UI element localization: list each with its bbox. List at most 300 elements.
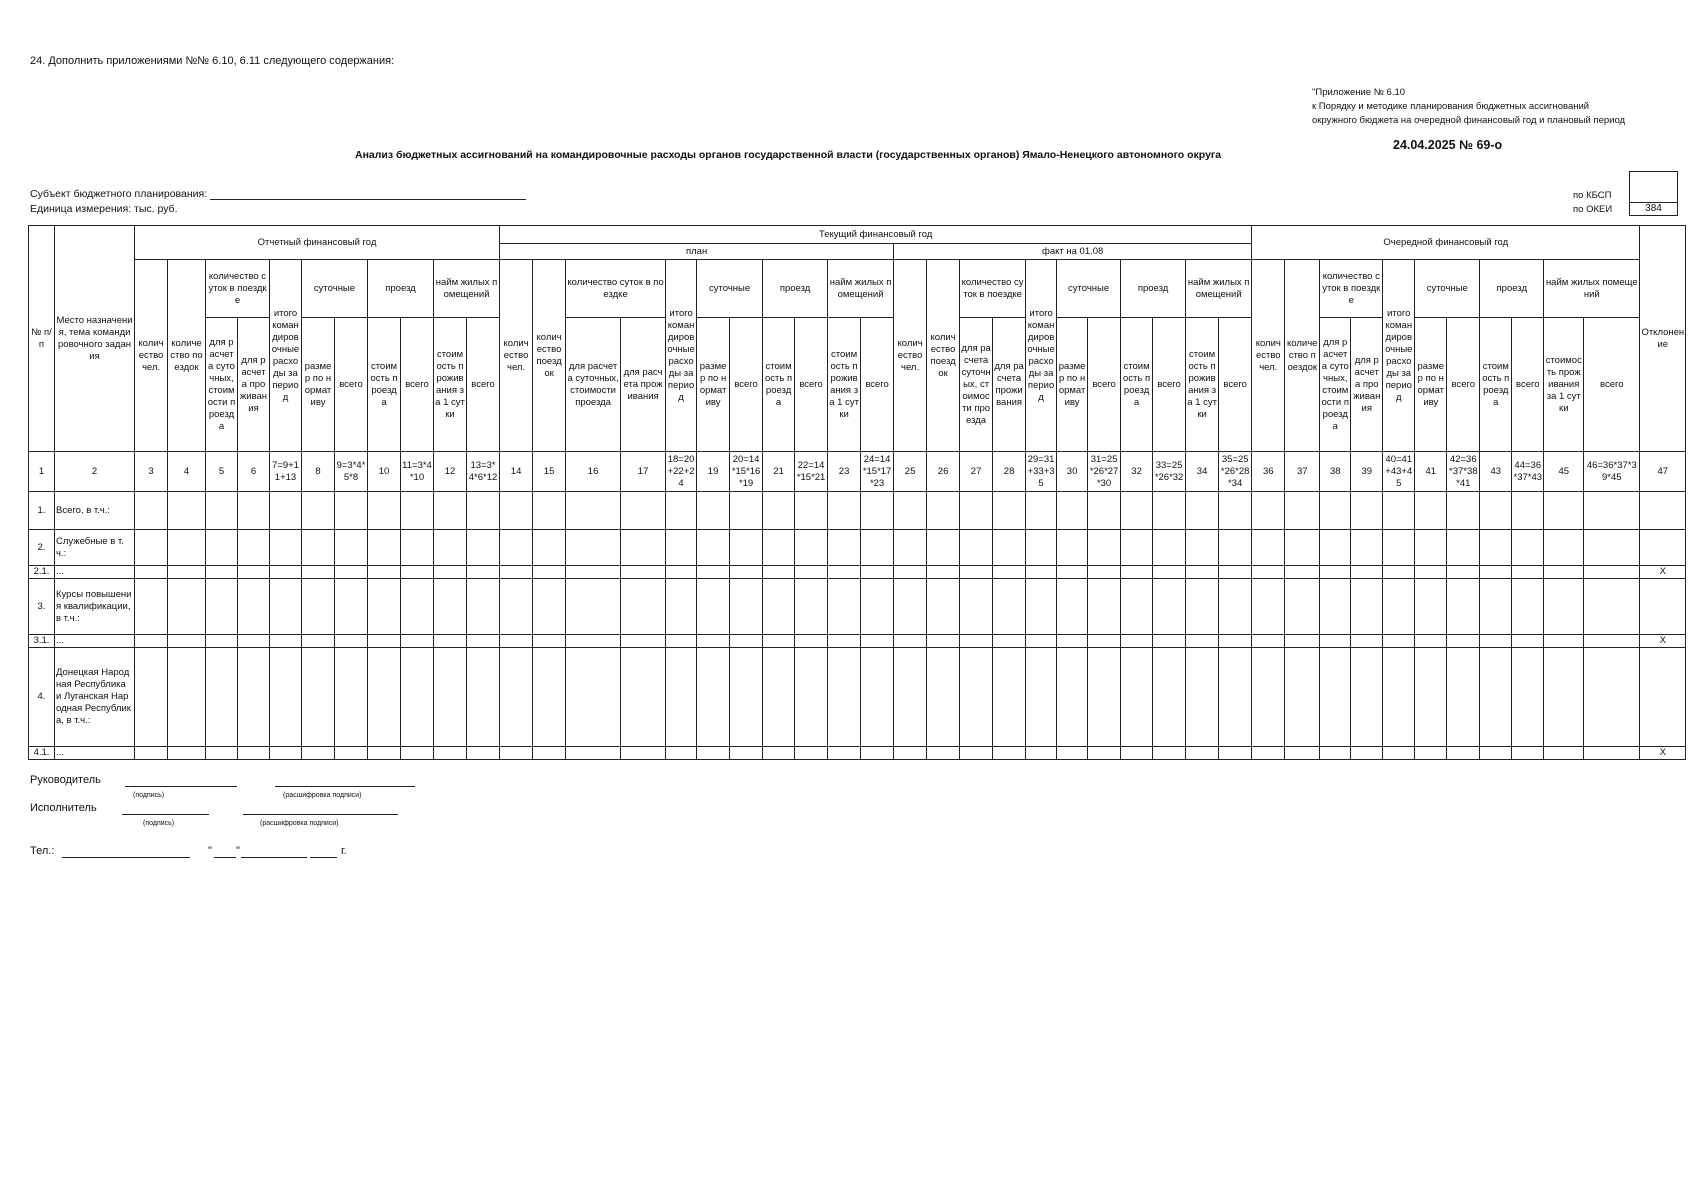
- data-cell[interactable]: [1153, 566, 1186, 579]
- data-cell[interactable]: [1252, 579, 1285, 635]
- data-cell[interactable]: [1415, 635, 1447, 648]
- data-cell[interactable]: [1057, 492, 1088, 530]
- data-cell[interactable]: [467, 747, 500, 760]
- data-cell[interactable]: [467, 492, 500, 530]
- data-cell[interactable]: [621, 530, 666, 566]
- data-cell[interactable]: [1026, 747, 1057, 760]
- data-cell[interactable]: [1480, 566, 1512, 579]
- data-cell[interactable]: [270, 579, 302, 635]
- data-cell[interactable]: [1447, 579, 1480, 635]
- data-cell[interactable]: [763, 635, 795, 648]
- data-cell[interactable]: [960, 747, 993, 760]
- data-cell[interactable]: [1512, 530, 1544, 566]
- data-cell[interactable]: [270, 492, 302, 530]
- data-cell[interactable]: [533, 579, 566, 635]
- data-cell[interactable]: [763, 492, 795, 530]
- data-cell[interactable]: [927, 530, 960, 566]
- data-cell[interactable]: [828, 635, 861, 648]
- data-cell[interactable]: [1320, 566, 1351, 579]
- data-cell[interactable]: [368, 530, 401, 566]
- data-cell[interactable]: [533, 635, 566, 648]
- data-cell[interactable]: [621, 747, 666, 760]
- data-cell[interactable]: [566, 579, 621, 635]
- data-cell[interactable]: [1512, 747, 1544, 760]
- data-cell[interactable]: [434, 492, 467, 530]
- data-cell[interactable]: [368, 566, 401, 579]
- data-cell[interactable]: [1584, 579, 1640, 635]
- data-cell[interactable]: [1584, 530, 1640, 566]
- date-day-line[interactable]: [214, 857, 236, 858]
- data-cell[interactable]: [401, 648, 434, 747]
- data-cell[interactable]: [1026, 492, 1057, 530]
- data-cell[interactable]: [566, 530, 621, 566]
- data-cell[interactable]: [1121, 635, 1153, 648]
- data-cell[interactable]: [500, 566, 533, 579]
- data-cell[interactable]: [1447, 747, 1480, 760]
- data-cell[interactable]: [1026, 579, 1057, 635]
- data-cell[interactable]: [1544, 648, 1584, 747]
- data-cell[interactable]: [302, 635, 335, 648]
- data-cell[interactable]: [697, 566, 730, 579]
- data-cell[interactable]: [894, 492, 927, 530]
- data-cell[interactable]: [894, 648, 927, 747]
- data-cell[interactable]: [168, 566, 206, 579]
- data-cell[interactable]: [795, 492, 828, 530]
- data-cell[interactable]: [206, 579, 238, 635]
- data-cell[interactable]: [1026, 530, 1057, 566]
- data-cell[interactable]: [206, 566, 238, 579]
- data-cell[interactable]: [1480, 747, 1512, 760]
- head-signature-line[interactable]: [125, 786, 237, 787]
- data-cell[interactable]: [1088, 635, 1121, 648]
- data-cell[interactable]: [206, 530, 238, 566]
- data-cell[interactable]: [1415, 566, 1447, 579]
- data-cell[interactable]: [1186, 492, 1219, 530]
- data-cell[interactable]: [1252, 530, 1285, 566]
- data-cell[interactable]: [1415, 747, 1447, 760]
- data-cell[interactable]: [270, 747, 302, 760]
- data-cell[interactable]: [302, 492, 335, 530]
- data-cell[interactable]: [1186, 747, 1219, 760]
- date-month-line[interactable]: [241, 857, 307, 858]
- data-cell[interactable]: [434, 635, 467, 648]
- data-cell[interactable]: [1383, 648, 1415, 747]
- data-cell[interactable]: [828, 648, 861, 747]
- data-cell[interactable]: [168, 579, 206, 635]
- data-cell[interactable]: [1252, 635, 1285, 648]
- data-cell[interactable]: [1480, 492, 1512, 530]
- data-cell[interactable]: [1186, 648, 1219, 747]
- data-cell[interactable]: [861, 648, 894, 747]
- data-cell[interactable]: [1285, 747, 1320, 760]
- data-cell[interactable]: [135, 648, 168, 747]
- data-cell[interactable]: [828, 747, 861, 760]
- data-cell[interactable]: [467, 566, 500, 579]
- deviation-cell[interactable]: [1640, 648, 1686, 747]
- data-cell[interactable]: [795, 648, 828, 747]
- data-cell[interactable]: [1026, 648, 1057, 747]
- data-cell[interactable]: [927, 635, 960, 648]
- data-cell[interactable]: [1219, 530, 1252, 566]
- data-cell[interactable]: [730, 566, 763, 579]
- data-cell[interactable]: [368, 648, 401, 747]
- data-cell[interactable]: [1285, 566, 1320, 579]
- data-cell[interactable]: [1285, 492, 1320, 530]
- data-cell[interactable]: [993, 747, 1026, 760]
- data-cell[interactable]: [368, 635, 401, 648]
- data-cell[interactable]: [730, 635, 763, 648]
- data-cell[interactable]: [135, 566, 168, 579]
- data-cell[interactable]: [1447, 492, 1480, 530]
- data-cell[interactable]: [1351, 492, 1383, 530]
- data-cell[interactable]: [533, 492, 566, 530]
- data-cell[interactable]: [434, 648, 467, 747]
- data-cell[interactable]: [566, 635, 621, 648]
- data-cell[interactable]: [1480, 530, 1512, 566]
- data-cell[interactable]: [500, 579, 533, 635]
- data-cell[interactable]: [434, 566, 467, 579]
- data-cell[interactable]: [861, 530, 894, 566]
- data-cell[interactable]: [1512, 566, 1544, 579]
- data-cell[interactable]: [401, 492, 434, 530]
- tel-line[interactable]: [62, 857, 190, 858]
- data-cell[interactable]: [302, 579, 335, 635]
- data-cell[interactable]: [467, 579, 500, 635]
- data-cell[interactable]: [1153, 648, 1186, 747]
- data-cell[interactable]: [1057, 747, 1088, 760]
- data-cell[interactable]: [697, 579, 730, 635]
- data-cell[interactable]: [861, 492, 894, 530]
- deviation-cell[interactable]: [1640, 530, 1686, 566]
- data-cell[interactable]: [1512, 635, 1544, 648]
- data-cell[interactable]: [533, 747, 566, 760]
- data-cell[interactable]: [467, 530, 500, 566]
- data-cell[interactable]: [135, 492, 168, 530]
- data-cell[interactable]: [1351, 648, 1383, 747]
- data-cell[interactable]: [1320, 635, 1351, 648]
- data-cell[interactable]: [861, 579, 894, 635]
- data-cell[interactable]: [1121, 648, 1153, 747]
- data-cell[interactable]: [763, 566, 795, 579]
- data-cell[interactable]: [533, 566, 566, 579]
- data-cell[interactable]: [1383, 566, 1415, 579]
- data-cell[interactable]: [1512, 492, 1544, 530]
- data-cell[interactable]: [697, 648, 730, 747]
- data-cell[interactable]: [960, 648, 993, 747]
- data-cell[interactable]: [1351, 747, 1383, 760]
- data-cell[interactable]: [1383, 579, 1415, 635]
- data-cell[interactable]: [1584, 566, 1640, 579]
- data-cell[interactable]: [335, 747, 368, 760]
- data-cell[interactable]: [960, 492, 993, 530]
- data-cell[interactable]: [1512, 648, 1544, 747]
- data-cell[interactable]: [763, 579, 795, 635]
- data-cell[interactable]: [795, 579, 828, 635]
- data-cell[interactable]: [1544, 747, 1584, 760]
- data-cell[interactable]: [168, 747, 206, 760]
- data-cell[interactable]: [1351, 566, 1383, 579]
- deviation-cell[interactable]: X: [1640, 635, 1686, 648]
- data-cell[interactable]: [533, 648, 566, 747]
- data-cell[interactable]: [1383, 747, 1415, 760]
- data-cell[interactable]: [697, 492, 730, 530]
- data-cell[interactable]: [1285, 579, 1320, 635]
- data-cell[interactable]: [993, 566, 1026, 579]
- data-cell[interactable]: [168, 648, 206, 747]
- data-cell[interactable]: [434, 530, 467, 566]
- data-cell[interactable]: [1088, 530, 1121, 566]
- data-cell[interactable]: [500, 530, 533, 566]
- data-cell[interactable]: [302, 530, 335, 566]
- data-cell[interactable]: [828, 530, 861, 566]
- data-cell[interactable]: [1252, 747, 1285, 760]
- data-cell[interactable]: [666, 579, 697, 635]
- data-cell[interactable]: [763, 747, 795, 760]
- data-cell[interactable]: [621, 635, 666, 648]
- data-cell[interactable]: [302, 648, 335, 747]
- data-cell[interactable]: [894, 635, 927, 648]
- data-cell[interactable]: [1544, 579, 1584, 635]
- data-cell[interactable]: [238, 648, 270, 747]
- data-cell[interactable]: [666, 530, 697, 566]
- data-cell[interactable]: [1057, 579, 1088, 635]
- data-cell[interactable]: [1121, 530, 1153, 566]
- data-cell[interactable]: [1219, 579, 1252, 635]
- data-cell[interactable]: [270, 635, 302, 648]
- data-cell[interactable]: [335, 566, 368, 579]
- data-cell[interactable]: [1415, 530, 1447, 566]
- data-cell[interactable]: [1057, 530, 1088, 566]
- data-cell[interactable]: [1121, 566, 1153, 579]
- data-cell[interactable]: [168, 635, 206, 648]
- data-cell[interactable]: [500, 648, 533, 747]
- data-cell[interactable]: [1153, 530, 1186, 566]
- data-cell[interactable]: [1544, 635, 1584, 648]
- data-cell[interactable]: [500, 747, 533, 760]
- exec-decode-line[interactable]: [243, 814, 398, 815]
- data-cell[interactable]: [1057, 566, 1088, 579]
- data-cell[interactable]: [500, 492, 533, 530]
- data-cell[interactable]: [467, 635, 500, 648]
- data-cell[interactable]: [168, 492, 206, 530]
- data-cell[interactable]: [960, 635, 993, 648]
- data-cell[interactable]: [335, 648, 368, 747]
- data-cell[interactable]: [135, 579, 168, 635]
- data-cell[interactable]: [1219, 635, 1252, 648]
- head-decode-line[interactable]: [275, 786, 415, 787]
- data-cell[interactable]: [467, 648, 500, 747]
- data-cell[interactable]: [206, 648, 238, 747]
- data-cell[interactable]: [1026, 635, 1057, 648]
- data-cell[interactable]: [960, 530, 993, 566]
- data-cell[interactable]: [861, 747, 894, 760]
- data-cell[interactable]: [1544, 492, 1584, 530]
- data-cell[interactable]: [795, 635, 828, 648]
- data-cell[interactable]: [960, 566, 993, 579]
- data-cell[interactable]: [335, 635, 368, 648]
- data-cell[interactable]: [401, 566, 434, 579]
- data-cell[interactable]: [1026, 566, 1057, 579]
- data-cell[interactable]: [206, 747, 238, 760]
- data-cell[interactable]: [1415, 579, 1447, 635]
- data-cell[interactable]: [993, 579, 1026, 635]
- data-cell[interactable]: [1186, 566, 1219, 579]
- data-cell[interactable]: [434, 747, 467, 760]
- data-cell[interactable]: [302, 566, 335, 579]
- data-cell[interactable]: [697, 635, 730, 648]
- deviation-cell[interactable]: X: [1640, 566, 1686, 579]
- data-cell[interactable]: [1285, 635, 1320, 648]
- data-cell[interactable]: [238, 635, 270, 648]
- data-cell[interactable]: [335, 492, 368, 530]
- data-cell[interactable]: [1186, 579, 1219, 635]
- data-cell[interactable]: [401, 635, 434, 648]
- data-cell[interactable]: [795, 747, 828, 760]
- data-cell[interactable]: [270, 566, 302, 579]
- data-cell[interactable]: [1480, 648, 1512, 747]
- data-cell[interactable]: [270, 530, 302, 566]
- data-cell[interactable]: [1121, 747, 1153, 760]
- data-cell[interactable]: [533, 530, 566, 566]
- data-cell[interactable]: [621, 579, 666, 635]
- data-cell[interactable]: [1088, 492, 1121, 530]
- data-cell[interactable]: [697, 530, 730, 566]
- data-cell[interactable]: [1351, 530, 1383, 566]
- data-cell[interactable]: [1186, 635, 1219, 648]
- data-cell[interactable]: [1320, 579, 1351, 635]
- data-cell[interactable]: [1186, 530, 1219, 566]
- data-cell[interactable]: [206, 635, 238, 648]
- data-cell[interactable]: [666, 747, 697, 760]
- data-cell[interactable]: [993, 530, 1026, 566]
- data-cell[interactable]: [135, 747, 168, 760]
- data-cell[interactable]: [1088, 747, 1121, 760]
- deviation-cell[interactable]: X: [1640, 747, 1686, 760]
- data-cell[interactable]: [993, 492, 1026, 530]
- data-cell[interactable]: [1285, 648, 1320, 747]
- data-cell[interactable]: [828, 492, 861, 530]
- data-cell[interactable]: [566, 648, 621, 747]
- data-cell[interactable]: [730, 492, 763, 530]
- data-cell[interactable]: [927, 648, 960, 747]
- data-cell[interactable]: [135, 635, 168, 648]
- data-cell[interactable]: [894, 747, 927, 760]
- data-cell[interactable]: [335, 579, 368, 635]
- data-cell[interactable]: [666, 492, 697, 530]
- data-cell[interactable]: [894, 579, 927, 635]
- data-cell[interactable]: [861, 566, 894, 579]
- data-cell[interactable]: [238, 747, 270, 760]
- data-cell[interactable]: [1480, 635, 1512, 648]
- data-cell[interactable]: [1153, 635, 1186, 648]
- data-cell[interactable]: [1584, 492, 1640, 530]
- data-cell[interactable]: [1320, 648, 1351, 747]
- data-cell[interactable]: [1252, 566, 1285, 579]
- data-cell[interactable]: [1512, 579, 1544, 635]
- data-cell[interactable]: [270, 648, 302, 747]
- data-cell[interactable]: [1121, 492, 1153, 530]
- data-cell[interactable]: [1584, 747, 1640, 760]
- data-cell[interactable]: [666, 635, 697, 648]
- data-cell[interactable]: [1320, 530, 1351, 566]
- data-cell[interactable]: [763, 530, 795, 566]
- data-cell[interactable]: [927, 579, 960, 635]
- data-cell[interactable]: [238, 566, 270, 579]
- data-cell[interactable]: [1057, 648, 1088, 747]
- data-cell[interactable]: [1219, 566, 1252, 579]
- data-cell[interactable]: [828, 579, 861, 635]
- data-cell[interactable]: [1383, 530, 1415, 566]
- data-cell[interactable]: [401, 747, 434, 760]
- kbsp-code-box[interactable]: [1629, 171, 1678, 203]
- deviation-cell[interactable]: [1640, 492, 1686, 530]
- data-cell[interactable]: [1447, 635, 1480, 648]
- data-cell[interactable]: [368, 747, 401, 760]
- data-cell[interactable]: [795, 530, 828, 566]
- data-cell[interactable]: [1544, 530, 1584, 566]
- data-cell[interactable]: [434, 579, 467, 635]
- data-cell[interactable]: [1383, 492, 1415, 530]
- data-cell[interactable]: [206, 492, 238, 530]
- data-cell[interactable]: [566, 747, 621, 760]
- data-cell[interactable]: [1088, 566, 1121, 579]
- data-cell[interactable]: [621, 648, 666, 747]
- data-cell[interactable]: [730, 648, 763, 747]
- data-cell[interactable]: [730, 579, 763, 635]
- data-cell[interactable]: [1447, 566, 1480, 579]
- data-cell[interactable]: [1088, 648, 1121, 747]
- data-cell[interactable]: [1285, 530, 1320, 566]
- data-cell[interactable]: [238, 530, 270, 566]
- deviation-cell[interactable]: [1640, 579, 1686, 635]
- data-cell[interactable]: [1153, 747, 1186, 760]
- data-cell[interactable]: [1415, 648, 1447, 747]
- data-cell[interactable]: [1219, 648, 1252, 747]
- data-cell[interactable]: [1584, 648, 1640, 747]
- subject-input-line[interactable]: [210, 188, 526, 200]
- data-cell[interactable]: [368, 579, 401, 635]
- data-cell[interactable]: [621, 566, 666, 579]
- date-year-line[interactable]: [310, 857, 337, 858]
- data-cell[interactable]: [697, 747, 730, 760]
- data-cell[interactable]: [302, 747, 335, 760]
- data-cell[interactable]: [1121, 579, 1153, 635]
- data-cell[interactable]: [1320, 492, 1351, 530]
- data-cell[interactable]: [1252, 492, 1285, 530]
- data-cell[interactable]: [795, 566, 828, 579]
- data-cell[interactable]: [1252, 648, 1285, 747]
- data-cell[interactable]: [763, 648, 795, 747]
- data-cell[interactable]: [1544, 566, 1584, 579]
- data-cell[interactable]: [666, 566, 697, 579]
- data-cell[interactable]: [401, 579, 434, 635]
- exec-signature-line[interactable]: [122, 814, 209, 815]
- data-cell[interactable]: [1219, 492, 1252, 530]
- data-cell[interactable]: [500, 635, 533, 648]
- data-cell[interactable]: [828, 566, 861, 579]
- data-cell[interactable]: [401, 530, 434, 566]
- data-cell[interactable]: [927, 492, 960, 530]
- data-cell[interactable]: [894, 530, 927, 566]
- data-cell[interactable]: [238, 492, 270, 530]
- data-cell[interactable]: [1351, 579, 1383, 635]
- data-cell[interactable]: [1447, 648, 1480, 747]
- data-cell[interactable]: [1320, 747, 1351, 760]
- data-cell[interactable]: [1088, 579, 1121, 635]
- data-cell[interactable]: [335, 530, 368, 566]
- data-cell[interactable]: [566, 566, 621, 579]
- data-cell[interactable]: [730, 530, 763, 566]
